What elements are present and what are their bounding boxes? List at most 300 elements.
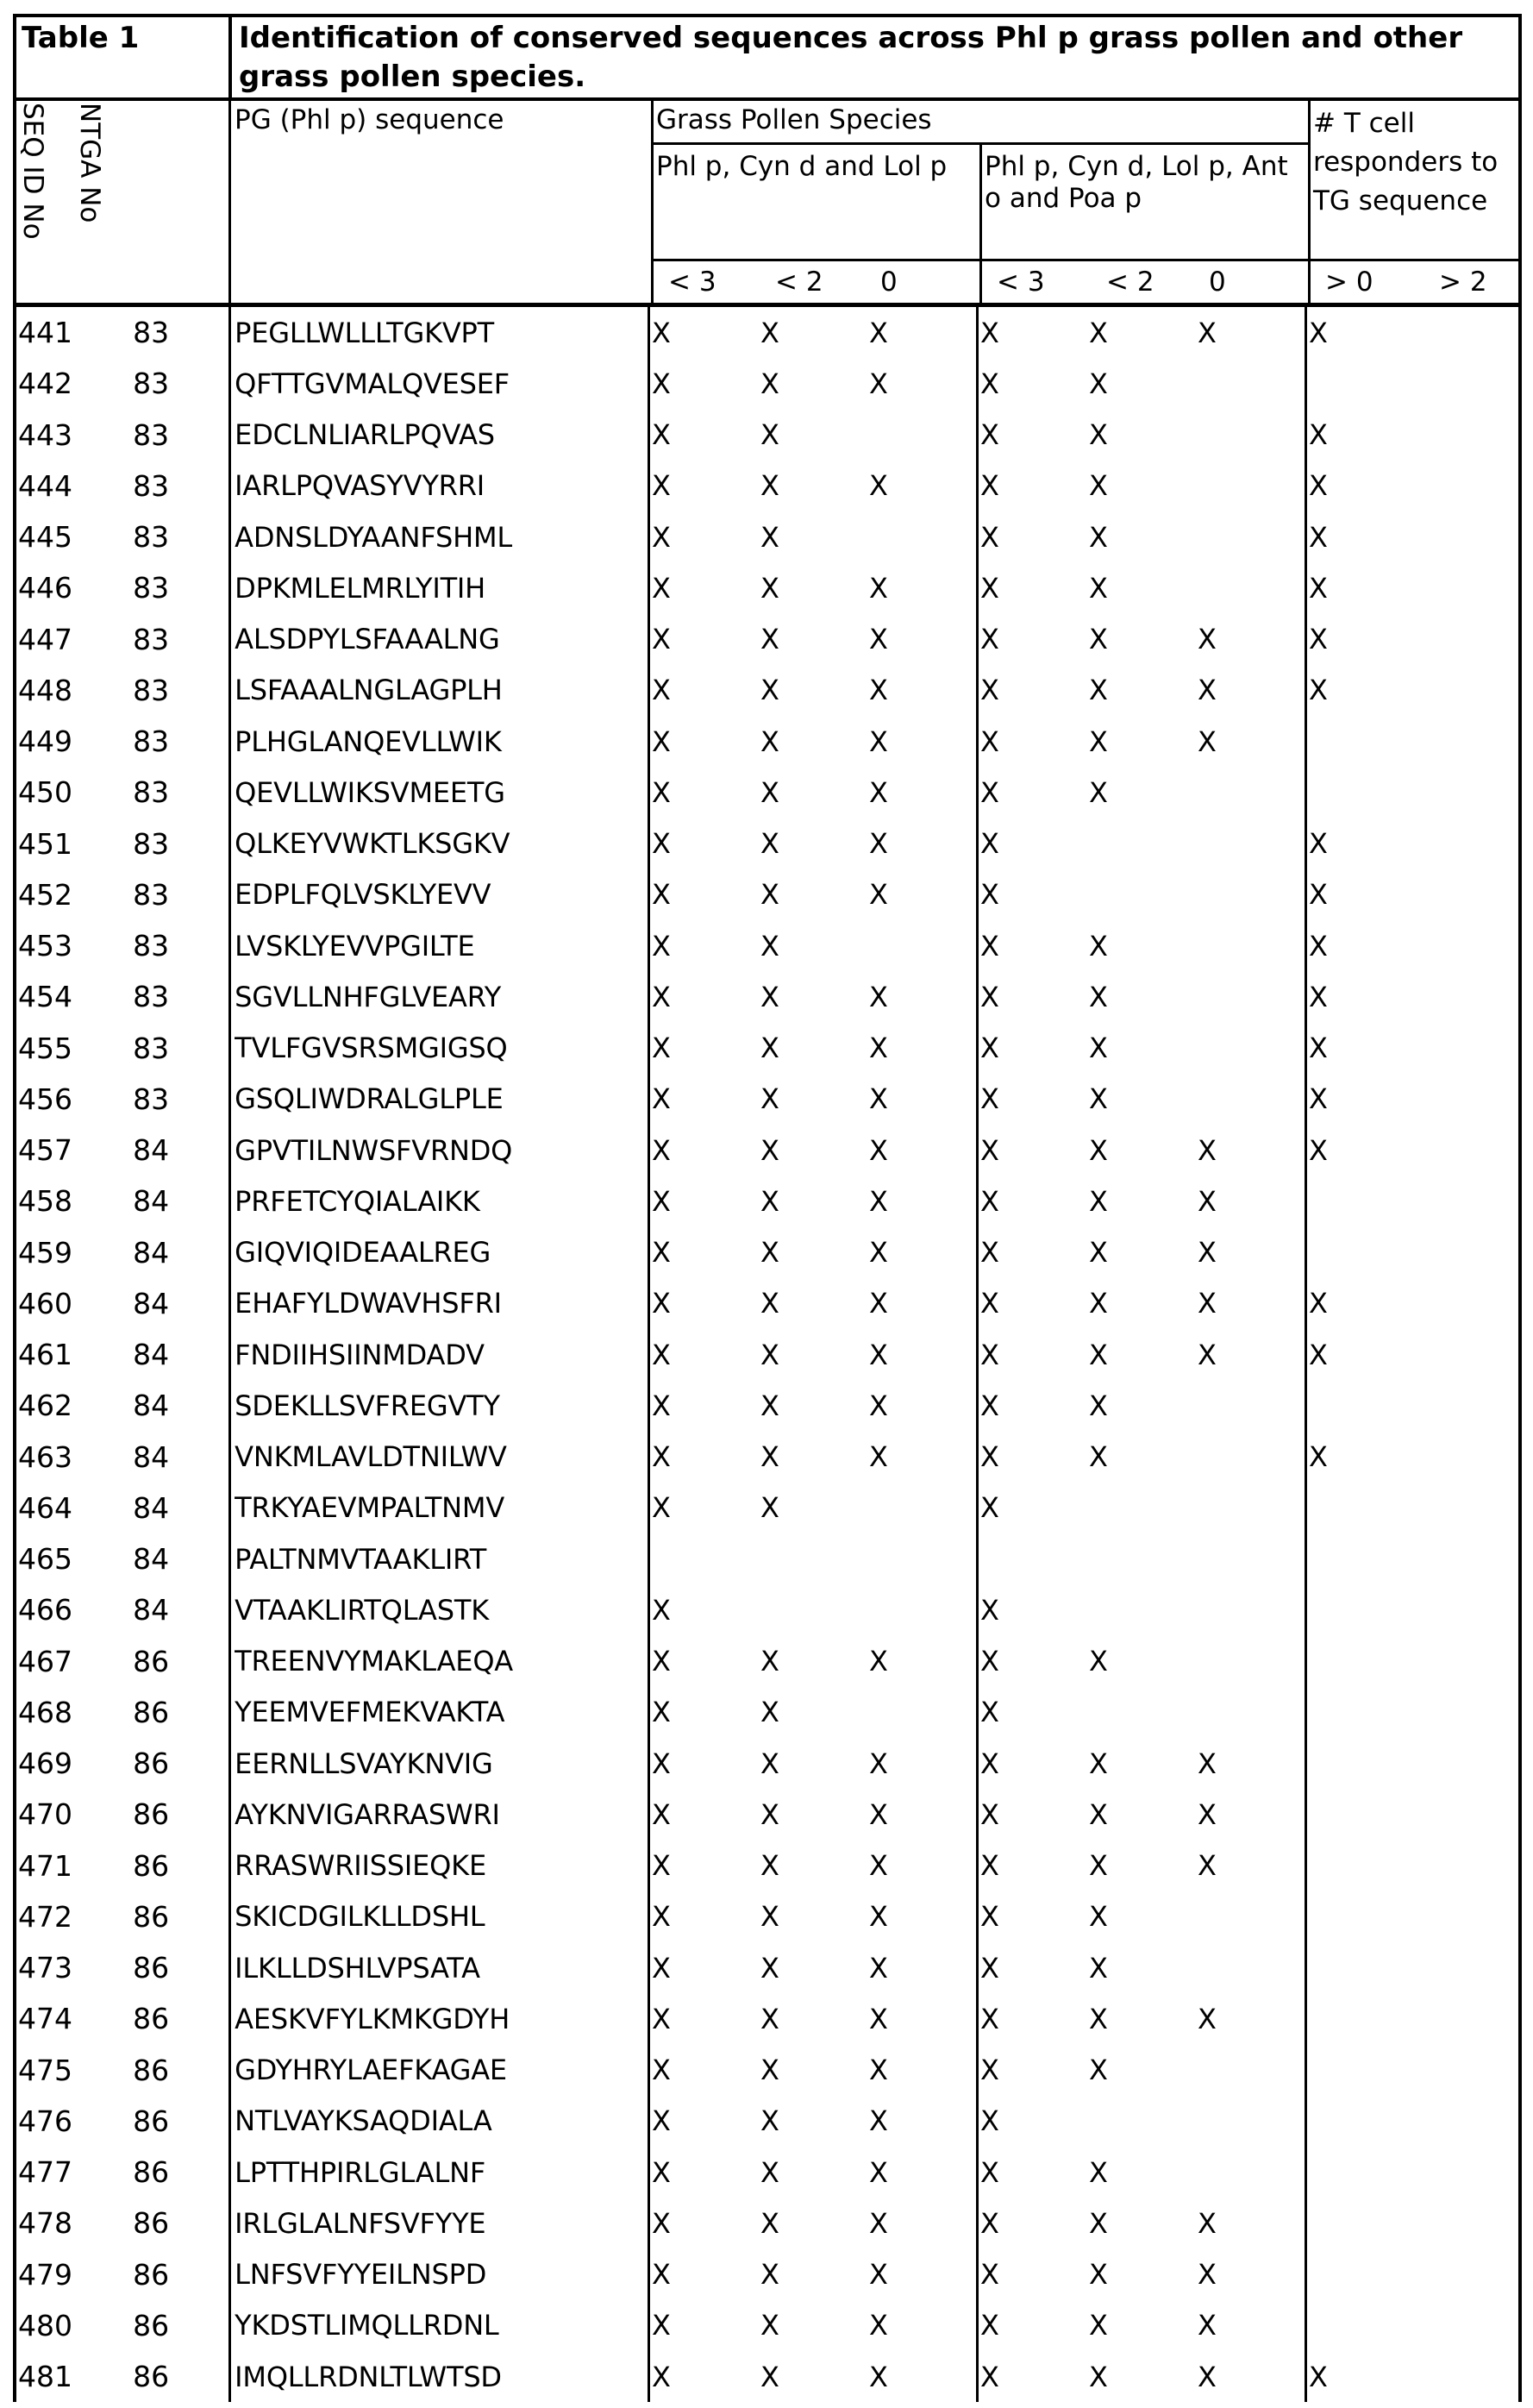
- group1-cells: [648, 1432, 976, 1483]
- group1-mark: X: [869, 775, 888, 809]
- group2-cells: [976, 562, 1305, 613]
- group2-cells: [976, 1329, 1305, 1380]
- group2-mark: X: [1198, 1184, 1217, 1218]
- group2-mark: X: [1198, 623, 1217, 656]
- tcell-cells: [1305, 971, 1518, 1022]
- group1-mark: X: [652, 1133, 671, 1167]
- ntga-cell: 84: [133, 1133, 170, 1168]
- seq-id-cell: 470: [18, 1797, 72, 1832]
- group2-cells: [976, 1278, 1305, 1329]
- group2-mark: X: [980, 418, 999, 452]
- conserved-sequences-table: [13, 14, 1522, 2402]
- group1-mark: X: [869, 980, 888, 1013]
- group2-mark: X: [980, 929, 999, 963]
- seq-id-cell: 446: [18, 571, 72, 605]
- pg-sequence-cell: YEEMVEFMEKVAKTA: [228, 1687, 648, 1738]
- ntga-cell: 84: [133, 1439, 170, 1474]
- group2-mark: X: [1198, 1133, 1217, 1167]
- seq-id-cell: 469: [18, 1746, 72, 1781]
- table-row: [16, 818, 1518, 869]
- group2-mark: X: [980, 2258, 999, 2292]
- tcell-mark: X: [1309, 418, 1328, 452]
- table-row: [16, 1993, 1518, 2044]
- ntga-cell: 83: [133, 622, 170, 656]
- tcell-mark: X: [1309, 674, 1328, 707]
- group2-mark: X: [1089, 623, 1108, 656]
- seq-id-cell: 480: [18, 2308, 72, 2342]
- group1-mark: X: [760, 878, 779, 912]
- tcell-cells: [1305, 1125, 1518, 1176]
- pg-sequence-cell: TREENVYMAKLAEQA: [228, 1636, 648, 1687]
- group1-mark: X: [760, 2206, 779, 2240]
- group1-mark: X: [652, 929, 671, 963]
- group1-mark: X: [652, 878, 671, 912]
- group1-mark: X: [760, 1338, 779, 1371]
- pg-sequence-cell: IMQLLRDNLTLWTSD: [228, 2351, 648, 2402]
- group2-mark: X: [1089, 1951, 1108, 1985]
- header-group1: Phl p, Cyn d and Lol p: [656, 151, 948, 182]
- group2-cells: [976, 2198, 1305, 2248]
- table-title: Identification of conserved sequences across Phl p grass pollen and other grass pollen species.: [239, 21, 1463, 94]
- group1-cells: [648, 1074, 976, 1125]
- table-row: [16, 461, 1518, 511]
- tcell-cells: [1305, 307, 1518, 358]
- group2-mark: X: [1089, 1082, 1108, 1116]
- group2-mark: X: [1089, 1746, 1108, 1780]
- group2-mark: X: [980, 980, 999, 1013]
- ntga-cell: 86: [133, 2053, 170, 2087]
- pg-sequence-cell: NTLVAYKSAQDIALA: [228, 2096, 648, 2147]
- pg-sequence-cell: GDYHRYLAEFKAGAE: [228, 2045, 648, 2096]
- pg-sequence-cell: EDPLFQLVSKLYEVV: [228, 869, 648, 920]
- table-row: [16, 1891, 1518, 1942]
- group2-mark: X: [1198, 724, 1217, 758]
- group1-mark: X: [652, 2155, 671, 2189]
- group1-mark: X: [760, 520, 779, 554]
- pg-sequence-cell: EHAFYLDWAVHSFRI: [228, 1278, 648, 1329]
- group1-mark: X: [652, 2309, 671, 2342]
- tcell-mark: X: [1309, 623, 1328, 656]
- group1-cells: [648, 1891, 976, 1942]
- group2-mark: X: [980, 623, 999, 656]
- table-row: [16, 1636, 1518, 1687]
- header-pg-sequence: PG (Phl p) sequence: [235, 104, 504, 135]
- tcell-cells: [1305, 2351, 1518, 2402]
- group2-cells: [976, 920, 1305, 971]
- group1-mark: X: [652, 2002, 671, 2035]
- group2-mark: X: [980, 1951, 999, 1985]
- group1-mark: X: [869, 2002, 888, 2035]
- table-row: [16, 1942, 1518, 1993]
- group2-mark: X: [1089, 418, 1108, 452]
- group1-mark: X: [652, 1900, 671, 1934]
- group1-mark: X: [652, 469, 671, 503]
- tcell-mark: X: [1309, 1287, 1328, 1320]
- group2-mark: X: [980, 1491, 999, 1525]
- group1-cells: [648, 1533, 976, 1584]
- seq-id-cell: 461: [18, 1338, 72, 1372]
- group2-mark: X: [980, 2054, 999, 2087]
- divider: [1308, 101, 1311, 303]
- group2-mark: X: [1198, 1338, 1217, 1371]
- group2-cells: [976, 2351, 1305, 2402]
- group1-mark: X: [652, 1696, 671, 1729]
- group1-cells: [648, 1993, 976, 2044]
- group1-mark: X: [760, 1440, 779, 1474]
- table-row: [16, 971, 1518, 1022]
- table-row: [16, 1533, 1518, 1584]
- group1-mark: X: [652, 1287, 671, 1320]
- tcell-cells: [1305, 1227, 1518, 1278]
- ntga-cell: 86: [133, 1899, 170, 1934]
- header-seq-id: SEQ ID No: [17, 103, 48, 240]
- group2-mark: X: [1198, 1746, 1217, 1780]
- group1-mark: X: [760, 469, 779, 503]
- group1-mark: X: [760, 929, 779, 963]
- seq-id-cell: 459: [18, 1235, 72, 1270]
- group1-mark: X: [652, 1849, 671, 1883]
- group2-mark: X: [1198, 674, 1217, 707]
- group1-mark: X: [869, 1389, 888, 1422]
- divider: [228, 101, 231, 303]
- ntga-cell: 84: [133, 1490, 170, 1525]
- group2-mark: X: [1089, 1900, 1108, 1934]
- group1-cells: [648, 1636, 976, 1687]
- tcell-cells: [1305, 665, 1518, 716]
- header-g1-zero: 0: [880, 267, 898, 298]
- group2-mark: X: [980, 571, 999, 605]
- tcell-cells: [1305, 1891, 1518, 1942]
- tcell-cells: [1305, 716, 1518, 767]
- seq-id-cell: 477: [18, 2155, 72, 2190]
- group2-cells: [976, 1125, 1305, 1176]
- group2-mark: X: [980, 2206, 999, 2240]
- table-row: [16, 1738, 1518, 1789]
- group1-mark: X: [652, 418, 671, 452]
- group2-mark: X: [980, 2360, 999, 2393]
- group1-mark: X: [760, 1797, 779, 1831]
- table-row: [16, 2351, 1518, 2402]
- ntga-cell: 84: [133, 1389, 170, 1423]
- tcell-cells: [1305, 1636, 1518, 1687]
- ntga-cell: 84: [133, 1286, 170, 1320]
- group1-cells: [648, 2351, 976, 2402]
- seq-id-cell: 472: [18, 1899, 72, 1934]
- seq-id-cell: 455: [18, 1031, 72, 1065]
- pg-sequence-cell: IARLPQVASYVYRRI: [228, 461, 648, 511]
- group1-cells: [648, 1329, 976, 1380]
- group2-cells: [976, 1789, 1305, 1840]
- group1-mark: X: [760, 1491, 779, 1525]
- group1-mark: X: [652, 775, 671, 809]
- pg-sequence-cell: QLKEYVWKTLKSGKV: [228, 818, 648, 869]
- seq-id-cell: 458: [18, 1184, 72, 1219]
- tcell-mark: X: [1309, 878, 1328, 912]
- ntga-cell: 86: [133, 1797, 170, 1832]
- group2-mark: X: [1089, 2360, 1108, 2393]
- table-body: [13, 307, 1522, 2402]
- group1-mark: X: [869, 469, 888, 503]
- seq-id-cell: 471: [18, 1848, 72, 1883]
- group1-mark: X: [760, 1133, 779, 1167]
- group1-cells: [648, 1125, 976, 1176]
- pg-sequence-cell: EERNLLSVAYKNVIG: [228, 1738, 648, 1789]
- table-row: [16, 1584, 1518, 1635]
- group1-cells: [648, 1789, 976, 1840]
- group2-mark: X: [1089, 724, 1108, 758]
- group1-cells: [648, 307, 976, 358]
- group1-mark: X: [869, 1900, 888, 1934]
- group2-cells: [976, 1584, 1305, 1635]
- tcell-mark: X: [1309, 929, 1328, 963]
- group1-mark: X: [652, 1236, 671, 1270]
- group1-cells: [648, 2147, 976, 2198]
- ntga-cell: 84: [133, 1184, 170, 1219]
- group2-mark: X: [980, 2002, 999, 2035]
- ntga-cell: 86: [133, 1848, 170, 1883]
- group2-cells: [976, 461, 1305, 511]
- tcell-cells: [1305, 1584, 1518, 1635]
- group2-cells: [976, 1738, 1305, 1789]
- group2-mark: X: [980, 674, 999, 707]
- pg-sequence-cell: LSFAAALNGLAGPLH: [228, 665, 648, 716]
- group1-mark: X: [869, 1133, 888, 1167]
- table-row: [16, 358, 1518, 409]
- group1-mark: X: [760, 775, 779, 809]
- ntga-cell: 84: [133, 1593, 170, 1627]
- group1-cells: [648, 971, 976, 1022]
- table-row: [16, 2096, 1518, 2147]
- group1-cells: [648, 1687, 976, 1738]
- table-row: [16, 1023, 1518, 1074]
- group1-mark: X: [760, 623, 779, 656]
- group2-mark: X: [1089, 1236, 1108, 1270]
- group1-mark: X: [652, 1593, 671, 1627]
- seq-id-cell: 475: [18, 2053, 72, 2087]
- group1-cells: [648, 767, 976, 818]
- group1-mark: X: [652, 1082, 671, 1116]
- group2-mark: X: [980, 1133, 999, 1167]
- tcell-cells: [1305, 2249, 1518, 2300]
- group1-mark: X: [760, 1900, 779, 1934]
- group1-cells: [648, 2249, 976, 2300]
- group2-cells: [976, 358, 1305, 409]
- group1-mark: X: [652, 674, 671, 707]
- group1-mark: X: [760, 724, 779, 758]
- group2-cells: [976, 971, 1305, 1022]
- ntga-cell: 83: [133, 316, 170, 350]
- pg-sequence-cell: TRKYAEVMPALTNMV: [228, 1483, 648, 1533]
- group2-mark: X: [980, 2104, 999, 2138]
- table-row: [16, 511, 1518, 562]
- table-row: [16, 1278, 1518, 1329]
- group2-mark: X: [1089, 316, 1108, 349]
- ntga-cell: 83: [133, 826, 170, 861]
- ntga-cell: 86: [133, 2155, 170, 2190]
- table-row: [16, 1789, 1518, 1840]
- group1-cells: [648, 2045, 976, 2096]
- group2-mark: X: [980, 1593, 999, 1627]
- group2-mark: X: [1198, 1797, 1217, 1831]
- group1-mark: X: [760, 1696, 779, 1729]
- group2-cells: [976, 1636, 1305, 1687]
- group1-cells: [648, 1738, 976, 1789]
- tcell-cells: [1305, 1329, 1518, 1380]
- ntga-cell: 83: [133, 1031, 170, 1065]
- header-tcell-gt2: > 2: [1439, 267, 1487, 298]
- seq-id-cell: 462: [18, 1389, 72, 1423]
- group2-mark: X: [1089, 1849, 1108, 1883]
- group2-cells: [976, 614, 1305, 665]
- group1-mark: X: [760, 1184, 779, 1218]
- seq-id-cell: 464: [18, 1490, 72, 1525]
- group1-mark: X: [760, 1236, 779, 1270]
- group1-mark: X: [869, 2104, 888, 2138]
- group1-mark: X: [760, 2360, 779, 2393]
- table-row: [16, 2045, 1518, 2096]
- group2-cells: [976, 1483, 1305, 1533]
- group1-cells: [648, 665, 976, 716]
- group2-mark: X: [980, 1287, 999, 1320]
- seq-id-cell: 479: [18, 2257, 72, 2292]
- group1-cells: [648, 1840, 976, 1891]
- table-row: [16, 2198, 1518, 2248]
- group2-mark: X: [1089, 2054, 1108, 2087]
- group1-mark: X: [652, 1797, 671, 1831]
- group2-mark: X: [1198, 2206, 1217, 2240]
- table-row: [16, 1176, 1518, 1226]
- seq-id-cell: 473: [18, 1951, 72, 1985]
- table-row: [16, 1074, 1518, 1125]
- pg-sequence-cell: QEVLLWIKSVMEETG: [228, 767, 648, 818]
- group2-mark: X: [1089, 2309, 1108, 2342]
- group1-cells: [648, 1584, 976, 1635]
- tcell-mark: X: [1309, 520, 1328, 554]
- ntga-cell: 83: [133, 980, 170, 1014]
- ntga-cell: 86: [133, 2206, 170, 2241]
- group1-mark: X: [760, 2002, 779, 2035]
- tcell-mark: X: [1309, 316, 1328, 349]
- group1-mark: X: [652, 520, 671, 554]
- group2-mark: X: [980, 1389, 999, 1422]
- group1-mark: X: [652, 1951, 671, 1985]
- group1-mark: X: [869, 1951, 888, 1985]
- tcell-cells: [1305, 1483, 1518, 1533]
- pg-sequence-cell: GSQLIWDRALGLPLE: [228, 1074, 648, 1125]
- pg-sequence-cell: PRFETCYQIALAIKK: [228, 1176, 648, 1226]
- group1-cells: [648, 461, 976, 511]
- pg-sequence-cell: VNKMLAVLDTNILWV: [228, 1432, 648, 1483]
- tcell-cells: [1305, 1432, 1518, 1483]
- seq-id-cell: 448: [18, 673, 72, 707]
- seq-id-cell: 445: [18, 520, 72, 555]
- table-row: [16, 1227, 1518, 1278]
- group1-cells: [648, 2198, 976, 2248]
- tcell-cells: [1305, 1789, 1518, 1840]
- group2-mark: X: [980, 469, 999, 503]
- table-label: Table 1: [16, 17, 232, 97]
- seq-id-cell: 449: [18, 724, 72, 759]
- seq-id-cell: 466: [18, 1593, 72, 1627]
- table-row: [16, 307, 1518, 358]
- tcell-mark: X: [1309, 1032, 1328, 1065]
- group1-mark: X: [869, 1082, 888, 1116]
- group2-cells: [976, 869, 1305, 920]
- group2-mark: X: [980, 1797, 999, 1831]
- group1-mark: X: [760, 827, 779, 861]
- group2-mark: X: [1089, 674, 1108, 707]
- group1-mark: X: [652, 367, 671, 400]
- tcell-cells: [1305, 1687, 1518, 1738]
- group1-mark: X: [652, 1338, 671, 1371]
- group2-mark: X: [980, 2309, 999, 2342]
- group1-mark: X: [760, 571, 779, 605]
- divider: [651, 101, 654, 303]
- table-row: [16, 1380, 1518, 1431]
- tcell-mark: X: [1309, 1440, 1328, 1474]
- tcell-cells: [1305, 1380, 1518, 1431]
- divider: [651, 259, 1522, 261]
- group2-mark: X: [980, 1696, 999, 1729]
- pg-sequence-cell: AESKVFYLKMKGDYH: [228, 1993, 648, 2044]
- group1-mark: X: [652, 2360, 671, 2393]
- ntga-cell: 84: [133, 1235, 170, 1270]
- group1-cells: [648, 562, 976, 613]
- tcell-cells: [1305, 1278, 1518, 1329]
- tcell-cells: [1305, 2045, 1518, 2096]
- header-g1-lt3: < 3: [668, 267, 716, 298]
- ntga-cell: 83: [133, 367, 170, 401]
- pg-sequence-cell: LNFSVFYYEILNSPD: [228, 2249, 648, 2300]
- group1-cells: [648, 358, 976, 409]
- group2-mark: X: [980, 1849, 999, 1883]
- ntga-cell: 83: [133, 929, 170, 963]
- group2-mark: X: [1198, 1849, 1217, 1883]
- group2-mark: X: [1198, 2002, 1217, 2035]
- group1-mark: X: [869, 367, 888, 400]
- group2-mark: X: [1198, 2309, 1217, 2342]
- pg-sequence-cell: PALTNMVTAAKLIRT: [228, 1533, 648, 1584]
- tcell-cells: [1305, 2198, 1518, 2248]
- group2-mark: X: [1089, 367, 1108, 400]
- header-group2: Phl p, Cyn d, Lol p, Ant o and Poa p: [985, 151, 1288, 214]
- group2-cells: [976, 767, 1305, 818]
- group1-mark: X: [760, 1287, 779, 1320]
- pg-sequence-cell: FNDIIHSIINMDADV: [228, 1329, 648, 1380]
- tcell-cells: [1305, 2300, 1518, 2351]
- group1-mark: X: [652, 316, 671, 349]
- table-row: [16, 1687, 1518, 1738]
- tcell-cells: [1305, 1738, 1518, 1789]
- group2-cells: [976, 1380, 1305, 1431]
- group2-cells: [976, 1687, 1305, 1738]
- ntga-cell: 86: [133, 1695, 170, 1729]
- divider: [651, 142, 1308, 145]
- table-row: [16, 2249, 1518, 2300]
- group1-mark: X: [760, 367, 779, 400]
- seq-id-cell: 452: [18, 877, 72, 912]
- group2-mark: X: [980, 1746, 999, 1780]
- group2-mark: X: [980, 1236, 999, 1270]
- table-row: [16, 614, 1518, 665]
- group2-mark: X: [1089, 775, 1108, 809]
- group1-mark: X: [869, 1338, 888, 1371]
- table-title-row: [13, 14, 1522, 101]
- group1-mark: X: [652, 1440, 671, 1474]
- ntga-cell: 86: [133, 1951, 170, 1985]
- group1-mark: X: [869, 2258, 888, 2292]
- table-row: [16, 1432, 1518, 1483]
